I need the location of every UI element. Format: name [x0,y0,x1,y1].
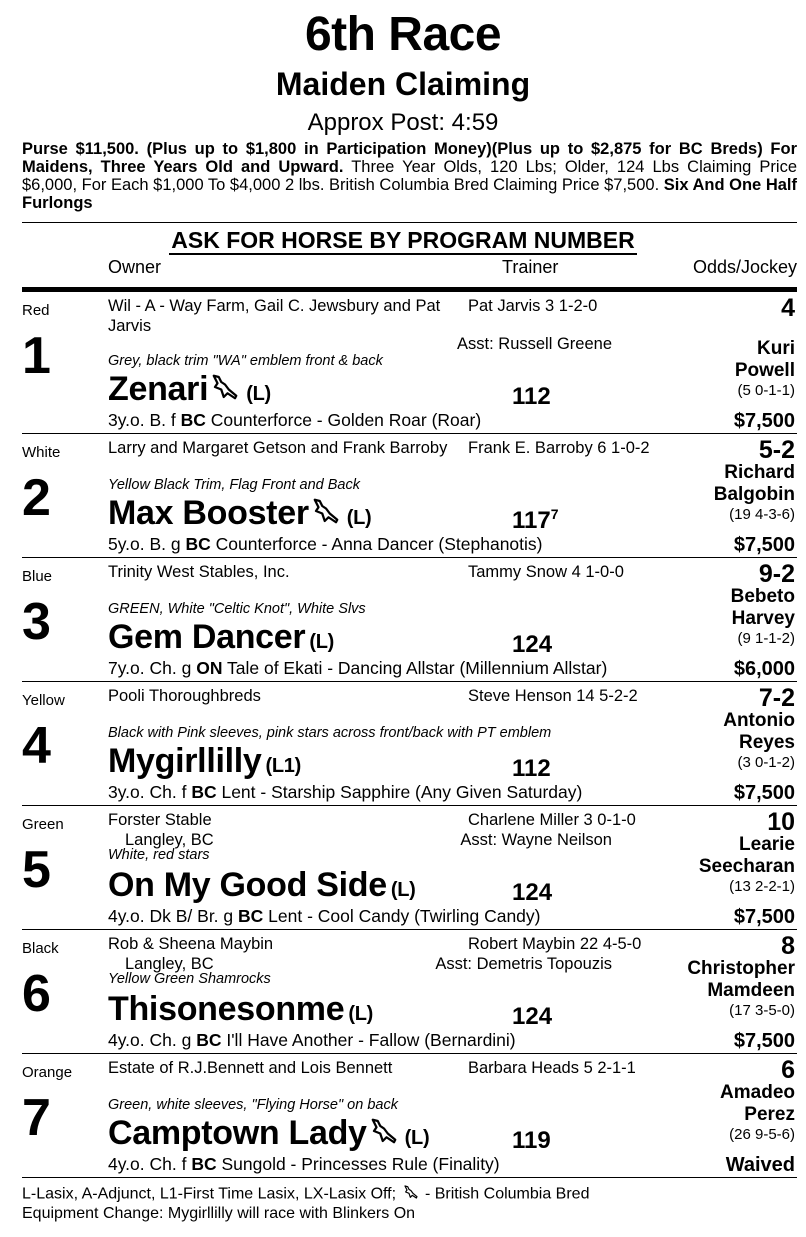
trainer: Robert Maybin 22 4-5-0 [468,935,642,953]
weight: 112 [512,383,551,410]
jockey-last: Reyes [739,732,795,753]
silks: White, red stars [108,847,210,863]
program-number: 6 [22,965,51,1023]
owner: Larry and Margaret Getson and Frank Barroby [108,439,448,457]
horse-name: Gem Dancer (L) [108,618,334,656]
jockey-stats: (26 9-5-6) [729,1126,795,1143]
jockey-stats: (9 1-1-2) [737,630,795,647]
medication: (L1) [265,755,301,777]
trainer: Barbara Heads 5 2-1-1 [468,1059,636,1077]
jockey-last: Balgobin [713,484,795,505]
claiming-price: $7,500 [733,534,795,556]
race-header [0,0,806,138]
owner-location: Langley, BC [125,955,214,973]
footer [22,1184,589,1223]
claiming-price: $7,500 [733,1030,795,1052]
claiming-price: Waived [725,1154,795,1176]
bc-bred-icon [369,1116,399,1154]
saddlecloth-color: Red [22,302,50,319]
race-title: 6th Race [304,8,502,61]
silks: Yellow Black Trim, Flag Front and Back [108,477,360,493]
horse-name: Mygirllilly (L1) [108,742,301,780]
horse-name: Camptown Lady (L) [108,1114,429,1157]
saddlecloth-color: Blue [22,568,53,585]
assistant-trainer: Asst: Demetris Topouzis [435,955,612,973]
jockey-stats: (17 3-5-0) [729,1002,795,1019]
claiming-price: $7,500 [733,782,795,804]
race-type: Maiden Claiming [275,66,531,102]
saddlecloth-color: Yellow [22,692,65,709]
claiming-price: $6,000 [733,658,795,680]
trainer: Steve Henson 14 5-2-2 [468,687,638,705]
entry-3 [22,558,797,682]
bc-bred-icon [403,1184,419,1205]
bc-bred-icon [210,372,240,410]
horse-name: On My Good Side (L) [108,866,416,904]
program-number: 5 [22,841,51,899]
medication: (L) [309,631,334,653]
saddlecloth-color: Orange [22,1064,73,1081]
weight: $117^7$ [512,506,559,534]
horse-name: Max Booster (L) [108,494,371,537]
weight: 124 [512,879,553,906]
post-time: Approx Post: 4:59 [307,109,499,136]
jockey-stats: (13 2-2-1) [729,878,795,895]
owner: Wil - A - Way Farm, Gail C. Jewsbury and Pat Jarvis [108,297,441,335]
weight: 119 [512,1127,551,1154]
owner: Estate of R.J.Bennett and Lois Bennett [108,1059,393,1077]
silks: Black with Pink sleeves, pink stars across front/back with PT emblem [108,725,552,741]
entry-divider [22,1177,797,1178]
silks: Grey, black trim "WA" emblem front & back [108,353,383,369]
jockey-stats: (5 0-1-1) [737,382,795,399]
morning-line-odds: 5-2 [758,436,795,464]
weight: 112 [512,755,551,782]
program-number: 3 [22,593,51,651]
bc-bred-icon [311,496,341,534]
conditions-weights: Three Year Olds, 120 Lbs; Older, 124 Lbs Claiming Price $6,000, For Each $1,000 To $4,000 2 lbs. British Columbia Bred Claiming Price $7,500. [22,158,797,194]
conditions-distance: Six And One Half Furlongs [22,176,797,212]
weight: 124 [512,1003,553,1030]
breeding: 5y.o. B. g BC Counterforce - Anna Dancer (Stephanotis) [108,534,543,554]
assistant-trainer: Asst: Russell Greene [457,335,612,353]
medication: (L) [346,507,372,529]
jockey-stats: (3 0-1-2) [737,754,795,771]
jockey-first: Antonio [723,710,795,731]
breeding: 3y.o. B. f BC Counterforce - Golden Roar (Roar) [108,410,482,430]
medication: (L) [404,1127,430,1149]
horse-name: Thisonesonme (L) [108,990,373,1028]
morning-line-odds: 10 [767,808,795,836]
owner: Trinity West Stables, Inc. [108,563,290,581]
jockey-first: Amadeo [720,1082,795,1103]
race-conditions [22,140,797,212]
medication: (L) [246,383,271,405]
entry-6 [22,930,797,1054]
trainer: Frank E. Barroby 6 1-0-2 [468,439,650,457]
silks: Yellow Green Shamrocks [108,971,271,987]
ask-banner: ASK FOR HORSE BY PROGRAM NUMBER [171,227,635,253]
entry-7 [22,1054,797,1178]
legend: L-Lasix, A-Adjunct, L1-First Time Lasix, LX-Lasix Off; - British Columbia Bred [22,1184,589,1205]
col-trainer: Trainer [502,257,559,277]
program-number: 2 [22,469,51,527]
horse-name: Zenari (L) [108,370,271,413]
breeding: 4y.o. Ch. g BC I'll Have Another - Fallow (Bernardini) [108,1030,516,1050]
entry-1 [22,292,797,434]
owner: Rob & Sheena Maybin Langley, BC [108,934,448,974]
saddlecloth-color: Black [22,940,59,957]
claiming-price: $7,500 [733,410,795,432]
morning-line-odds: 7-2 [758,684,795,712]
program-number: 7 [22,1089,51,1147]
assistant-trainer: Asst: Wayne Neilson [460,831,612,849]
trainer: Pat Jarvis 3 1-2-0 [468,297,598,315]
breeding: 7y.o. Ch. g ON Tale of Ekati - Dancing Allstar (Millennium Allstar) [108,658,608,678]
program-number: 4 [22,717,51,775]
trainer: Charlene Miller 3 0-1-0 [468,811,636,829]
jockey-stats: (19 4-3-6) [729,506,795,523]
owner: Pooli Thoroughbreds [108,687,261,705]
divider [22,222,797,223]
morning-line-odds: 8 [781,932,795,960]
jockey-first: Richard [724,462,795,483]
morning-line-odds: 4 [781,294,795,322]
jockey-first: Kuri [757,338,795,359]
jockey-last: Mamdeen [707,980,795,1001]
entry-4 [22,682,797,806]
jockey-last: Seecharan [698,856,795,877]
jockey-first: Bebeto [730,586,795,607]
conditions-purse: Purse $11,500. (Plus up to $1,800 in Participation Money)(Plus up to $2,875 for BC Breds) For Maidens, Three Years Old and Upward. [22,140,797,176]
breeding: 4y.o. Ch. f BC Sungold - Princesses Rule (Finality) [108,1154,500,1174]
col-odds-jockey: Odds/Jockey [692,257,797,277]
morning-line-odds: 9-2 [758,560,795,588]
program-number: 1 [22,327,51,385]
medication: (L) [348,1003,373,1025]
claiming-price: $7,500 [733,906,795,928]
owner-location: Langley, BC [125,831,214,849]
jockey-first: Learie [739,834,795,855]
silks: GREEN, White "Celtic Knot", White Slvs [108,601,366,617]
trainer: Tammy Snow 4 1-0-0 [468,563,624,581]
breeding: 4y.o. Dk B/ Br. g BC Lent - Cool Candy (Twirling Candy) [108,906,541,926]
owner: Forster Stable Langley, BC [108,810,448,850]
col-owner: Owner [108,257,162,277]
entry-5 [22,806,797,930]
medication: (L) [390,879,416,901]
jockey-last: Harvey [731,608,795,629]
jockey-last: Powell [734,360,795,381]
silks: Green, white sleeves, "Flying Horse" on back [108,1097,398,1113]
jockey-first: Christopher [687,958,795,979]
breeding: 3y.o. Ch. f BC Lent - Starship Sapphire (Any Given Saturday) [108,782,583,802]
saddlecloth-color: White [22,444,61,461]
saddlecloth-color: Green [22,816,64,833]
morning-line-odds: 6 [781,1056,795,1084]
jockey-last: Perez [744,1104,795,1125]
equipment-change: Equipment Change: Mygirllilly will race with Blinkers On [22,1205,416,1222]
weight: 124 [512,631,553,658]
entry-2 [22,434,797,558]
